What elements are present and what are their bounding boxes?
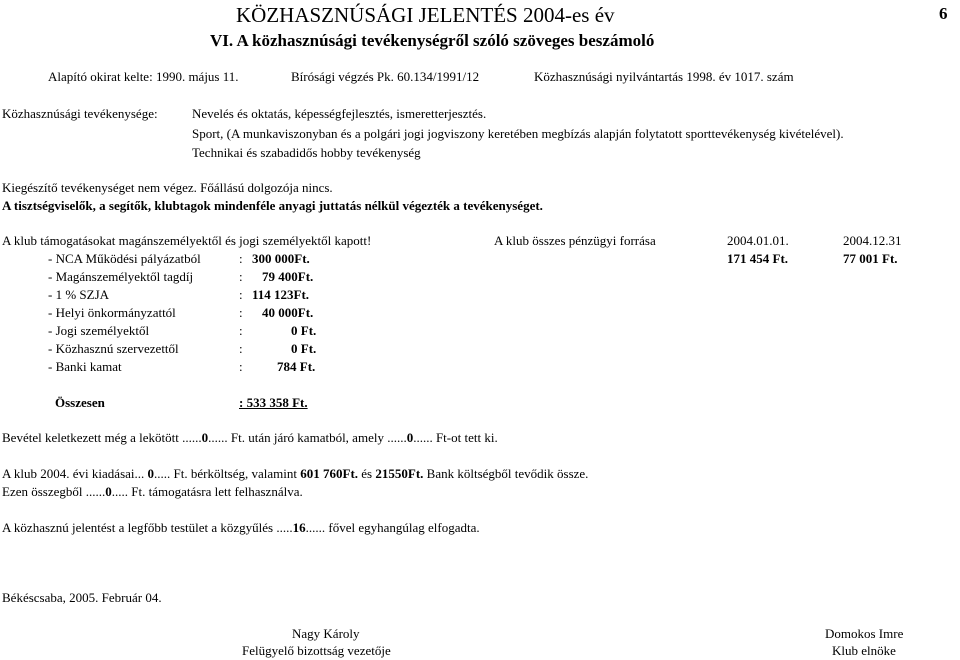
funds-label: A klub összes pénzügyi forrása — [494, 233, 656, 248]
report-title: KÖZHASZNÚSÁGI JELENTÉS 2004-es év — [236, 3, 615, 27]
funds-value-end: 77 001 Ft. — [843, 251, 898, 266]
registration-number: Közhasznúsági nyilvántartás 1998. év 1017. szám — [534, 69, 794, 84]
support-item-value: 114 123Ft. — [252, 287, 310, 302]
report-subtitle: VI. A közhasznúsági tevékenységről szóló szöveges beszámoló — [210, 31, 655, 50]
income-note: Bevétel keletkezett még a lekötött ......0...... Ft. után járó kamatból, amely ......0...... Ft-ot tett ki. — [2, 430, 498, 445]
support-item-colon: : — [239, 269, 243, 284]
activity-line: Sport, (A munkaviszonyban és a polgári jogi jogviszony keretében megbízás alapján folytatott sporttevékenység kivételével). — [192, 126, 844, 141]
approval-note: A közhasznú jelentést a legfőbb testület a közgyűlés .....16...... fővel egyhangúlag elfogadta. — [2, 520, 480, 535]
activity-line: Technikai és szabadidős hobby tevékenység — [192, 145, 421, 160]
signer-role-right: Klub elnöke — [832, 643, 896, 658]
support-item-value: 300 000Ft. — [252, 251, 310, 266]
signer-role-left: Felügyelő bizottság vezetője — [242, 643, 391, 658]
support-usage-note: Ezen összegből ......0..... Ft. támogatásra lett felhasználva. — [2, 484, 303, 499]
court-order: Bírósági végzés Pk. 60.134/1991/12 — [291, 69, 480, 84]
support-item-colon: : — [239, 251, 243, 266]
volunteer-statement: A tisztségviselők, a segítők, klubtagok mindenféle anyagi juttatás nélkül végezték a tevékenységet. — [2, 198, 543, 213]
support-intro: A klub támogatásokat magánszemélyektől és jogi személyektől kapott! — [2, 233, 372, 248]
support-item-label: - NCA Működési pályázatból — [48, 251, 201, 266]
support-item-colon: : — [239, 341, 243, 356]
place-date: Békéscsaba, 2005. Február 04. — [2, 590, 162, 605]
support-item-label: - Banki kamat — [48, 359, 122, 374]
support-item-value: 79 400Ft. — [262, 269, 314, 284]
total-label: Összesen — [55, 395, 105, 410]
funds-date-start: 2004.01.01. — [727, 233, 789, 248]
support-item-label: - Helyi önkormányzattól — [48, 305, 176, 320]
support-item-value: 40 000Ft. — [262, 305, 314, 320]
support-item-label: - Magánszemélyektől tagdíj — [48, 269, 194, 284]
support-item-label: - Közhasznú szervezettől — [48, 341, 179, 356]
activity-line: Nevelés és oktatás, képességfejlesztés, ismeretterjesztés. — [192, 106, 487, 121]
signer-name-left: Nagy Károly — [292, 626, 360, 641]
support-item-value: 0 Ft. — [291, 341, 317, 356]
support-item-colon: : — [239, 287, 243, 302]
signer-name-right: Domokos Imre — [825, 626, 904, 641]
total-value: : 533 358 Ft. — [239, 395, 308, 410]
support-item-label: - 1 % SZJA — [48, 287, 110, 302]
support-item-colon: : — [239, 359, 243, 374]
activities-label: Közhasznúsági tevékenysége: — [2, 106, 158, 121]
expenses-note: A klub 2004. évi kiadásai... 0..... Ft. bérköltség, valamint 601 760Ft. és 21550Ft. Bank költségből tevődik össze. — [2, 466, 589, 481]
support-item-value: 784 Ft. — [277, 359, 316, 374]
support-item-colon: : — [239, 305, 243, 320]
funds-value-start: 171 454 Ft. — [727, 251, 789, 266]
support-item-colon: : — [239, 323, 243, 338]
founding-date: Alapító okirat kelte: 1990. május 11. — [48, 69, 239, 84]
funds-date-end: 2004.12.31 — [843, 233, 902, 248]
support-item-value: 0 Ft. — [291, 323, 317, 338]
supplementary-activity-note: Kiegészítő tevékenységet nem végez. Főállású dolgozója nincs. — [2, 180, 333, 195]
page-number: 6 — [939, 4, 948, 23]
support-item-label: - Jogi személyektől — [48, 323, 150, 338]
